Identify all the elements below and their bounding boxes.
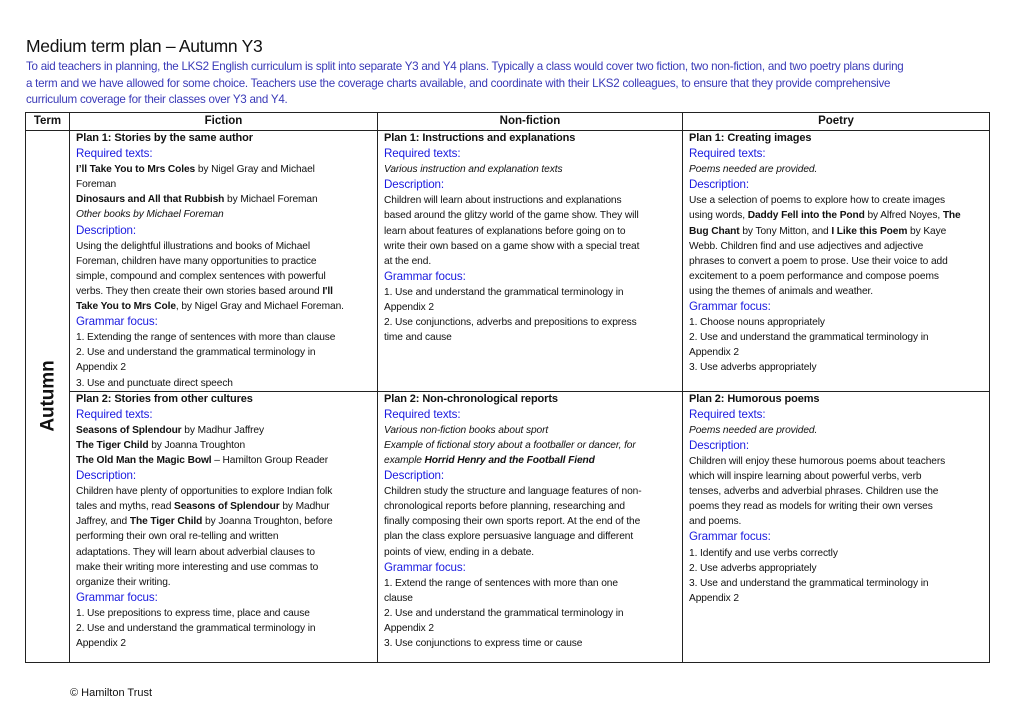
plan-line bbox=[689, 269, 983, 284]
header-term: Term bbox=[26, 113, 70, 131]
plan-line bbox=[384, 484, 676, 499]
plan-title bbox=[384, 392, 676, 407]
text-segment: Grammar focus: bbox=[689, 300, 771, 314]
text-segment: finally composing their own sports report. At the end of the bbox=[384, 516, 641, 528]
plan-line bbox=[384, 438, 676, 453]
plan-line bbox=[76, 330, 371, 345]
plan-line bbox=[384, 315, 676, 330]
plan-line bbox=[689, 576, 983, 591]
text-segment: Various instruction and explanation texts bbox=[384, 164, 563, 176]
plan-line bbox=[76, 514, 371, 529]
text-segment: 3. Use adverbs appropriately bbox=[689, 362, 817, 374]
text-segment: 2. Use conjunctions, adverbs and prepositions to express bbox=[384, 317, 637, 329]
text-segment: write their own based on a game show with a special treat bbox=[384, 240, 640, 252]
plan-line bbox=[76, 162, 371, 177]
text-segment: Required texts: bbox=[384, 407, 461, 421]
plan-line bbox=[76, 423, 371, 438]
plan-line bbox=[689, 345, 983, 360]
plan-line bbox=[76, 177, 371, 192]
text-segment: Appendix 2 bbox=[689, 592, 739, 604]
plan-line bbox=[76, 499, 371, 514]
plan-line bbox=[384, 208, 676, 223]
plan-line bbox=[689, 484, 983, 499]
plan-cell-non-fiction-2 bbox=[378, 391, 683, 662]
plan-line bbox=[76, 438, 371, 453]
text-segment: 2. Use and understand the grammatical terminology in bbox=[689, 332, 929, 344]
text-segment: The Tiger Child bbox=[76, 439, 149, 451]
text-segment: using words, bbox=[689, 210, 748, 222]
plan-line bbox=[384, 300, 676, 315]
text-segment: The Old Man the Magic Bowl bbox=[76, 454, 212, 466]
text-segment: by Nigel Gray and Michael bbox=[195, 164, 315, 176]
text-segment: Appendix 2 bbox=[76, 362, 126, 374]
plan-line bbox=[689, 499, 983, 514]
text-segment: clause bbox=[384, 592, 413, 604]
section-label bbox=[689, 438, 983, 454]
plan-line bbox=[689, 546, 983, 561]
text-segment: and poems. bbox=[689, 516, 742, 528]
section-label bbox=[689, 177, 983, 193]
text-segment: 3. Use and punctuate direct speech bbox=[76, 377, 233, 389]
text-segment: 2. Use and understand the grammatical terminology in bbox=[384, 607, 624, 619]
text-segment: Children have plenty of opportunities to explore Indian folk bbox=[76, 486, 333, 498]
plan-cell-poetry-2 bbox=[683, 391, 990, 662]
plan-line bbox=[76, 376, 371, 391]
text-segment: by Madhur bbox=[279, 501, 330, 513]
plan-line bbox=[689, 208, 983, 223]
text-segment: Required texts: bbox=[384, 147, 461, 161]
plan-line bbox=[76, 529, 371, 544]
header-poetry: Poetry bbox=[683, 113, 990, 131]
plan-line bbox=[689, 193, 983, 208]
text-segment: by Joanna Troughton bbox=[148, 439, 246, 451]
plan-line bbox=[76, 545, 371, 560]
text-segment: Grammar focus: bbox=[76, 315, 158, 329]
plan-line bbox=[689, 330, 983, 345]
text-segment: excitement to a poem performance and compose poems bbox=[689, 270, 939, 282]
text-segment: 2. Use and understand the grammatical terminology in bbox=[76, 623, 316, 634]
text-segment: at the end. bbox=[384, 255, 432, 267]
plan-line bbox=[384, 499, 676, 514]
text-segment: – Hamilton Group Reader bbox=[211, 454, 329, 466]
plan-title bbox=[384, 131, 676, 146]
text-segment: 1. Choose nouns appropriately bbox=[689, 317, 825, 329]
text-segment: points of view, ending in a debate. bbox=[384, 546, 534, 558]
text-segment: which will inspire learning about powerful verbs, verb bbox=[689, 471, 922, 483]
text-segment: time and cause bbox=[384, 332, 452, 344]
text-segment: using the themes of animals and weather. bbox=[689, 285, 874, 297]
plan-line bbox=[76, 192, 371, 207]
section-label bbox=[384, 407, 676, 423]
text-segment: Description: bbox=[689, 178, 750, 192]
plan-cell-non-fiction-1 bbox=[378, 131, 683, 392]
text-segment: 1. Extend the range of sentences with more than one bbox=[384, 577, 618, 589]
page-title: Medium term plan – Autumn Y3 bbox=[26, 36, 263, 56]
plan-line bbox=[689, 469, 983, 484]
text-segment: by Alfred Noyes, bbox=[864, 210, 943, 222]
plan-line bbox=[384, 193, 676, 208]
section-label bbox=[76, 590, 371, 606]
plan-line bbox=[384, 224, 676, 239]
text-segment: tales and myths, read bbox=[76, 501, 175, 513]
text-segment: Plan 2: Non-chronological reports bbox=[384, 392, 558, 405]
text-segment: Other books by Michael Foreman bbox=[76, 209, 224, 221]
text-segment: 1. Identify and use verbs correctly bbox=[689, 547, 838, 559]
text-segment: plan the class explore persuasive language and different bbox=[384, 531, 634, 543]
text-segment: based around the glitzy world of the game show. They will bbox=[384, 210, 639, 222]
plan-line bbox=[689, 239, 983, 254]
text-segment: poems they read as models for writing their own verses bbox=[689, 501, 933, 513]
text-segment: Required texts: bbox=[689, 147, 766, 161]
text-segment: Jaffrey, and bbox=[76, 516, 130, 528]
plan-line bbox=[384, 529, 676, 544]
text-segment: 1. Extending the range of sentences with more than clause bbox=[76, 332, 336, 344]
text-segment: tenses, adverbs and adverbial phrases. Children use the bbox=[689, 486, 939, 498]
plan-title bbox=[76, 131, 371, 146]
plan-line bbox=[689, 423, 983, 438]
text-segment: Grammar focus: bbox=[384, 269, 466, 283]
text-segment: Children will enjoy these humorous poems about teachers bbox=[689, 455, 946, 467]
section-label bbox=[689, 529, 983, 545]
text-segment: Foreman, children have many opportunities to practice bbox=[76, 255, 317, 267]
header-row bbox=[26, 113, 990, 131]
text-segment: Plan 1: Creating images bbox=[689, 132, 812, 144]
plan-line bbox=[76, 606, 371, 621]
plan-title bbox=[76, 392, 371, 407]
intro-line: To aid teachers in planning, the LKS2 English curriculum is split into separate Y3 and Y4 plans. Typically a class would cover two fiction, two non-fiction, and two poetry plans during bbox=[26, 60, 904, 73]
header-fiction: Fiction bbox=[70, 113, 378, 131]
plan-line bbox=[384, 636, 676, 651]
plan-line bbox=[76, 484, 371, 499]
section-label bbox=[384, 560, 676, 576]
text-segment: performing their own oral re-telling and written bbox=[76, 531, 279, 543]
text-segment: learn about features of explanations before going on to bbox=[384, 225, 626, 237]
plan-line bbox=[76, 453, 371, 468]
plan-cell-fiction-1 bbox=[70, 131, 378, 392]
header-non-fiction: Non-fiction bbox=[378, 113, 683, 131]
text-segment: Take You to Mrs Cole bbox=[76, 301, 176, 313]
plan-line bbox=[689, 561, 983, 576]
text-segment: 1. Use prepositions to express time, place and cause bbox=[76, 607, 310, 619]
text-segment: Appendix 2 bbox=[384, 302, 434, 314]
term-cell bbox=[26, 131, 70, 663]
text-segment: 3. Use and understand the grammatical terminology in bbox=[689, 577, 929, 589]
text-segment: Plan 2: Stories from other cultures bbox=[76, 392, 253, 405]
text-segment: phrases to convert a poem to prose. Use their voice to add bbox=[689, 255, 948, 267]
text-segment: Using the delightful illustrations and books of Michael bbox=[76, 240, 311, 252]
section-label bbox=[76, 468, 371, 484]
section-label bbox=[76, 223, 371, 239]
plan-line bbox=[76, 621, 371, 636]
text-segment: example bbox=[384, 454, 425, 466]
plan-line bbox=[76, 560, 371, 575]
text-segment: simple, compound and complex sentences with powerful bbox=[76, 270, 326, 282]
text-segment: Bug Chant bbox=[689, 225, 740, 237]
text-segment: Various non-fiction books about sport bbox=[384, 424, 549, 436]
plan-line bbox=[76, 360, 371, 375]
plan-line bbox=[76, 269, 371, 284]
text-segment: verbs. They then create their own stories based around bbox=[76, 285, 323, 297]
text-segment: adaptations. They will learn about adverbial clauses to bbox=[76, 546, 315, 558]
plan-cell-poetry-1 bbox=[683, 131, 990, 392]
section-label bbox=[384, 146, 676, 162]
text-segment: Required texts: bbox=[76, 407, 153, 421]
text-segment: Grammar focus: bbox=[384, 560, 466, 574]
plan-cell-fiction-2 bbox=[70, 391, 378, 662]
section-label bbox=[76, 407, 371, 423]
plan-line bbox=[384, 621, 676, 636]
text-segment: Required texts: bbox=[76, 147, 153, 161]
plan-line bbox=[689, 162, 983, 177]
text-segment: Use a selection of poems to explore how to create images bbox=[689, 195, 946, 207]
text-segment: by Michael Foreman bbox=[224, 194, 318, 206]
text-segment: The bbox=[942, 210, 961, 222]
text-segment: I’ll Take You to Mrs Coles bbox=[76, 164, 196, 176]
plan-line bbox=[384, 162, 676, 177]
text-segment: 3. Use conjunctions to express time or cause bbox=[384, 638, 583, 650]
plan-line bbox=[689, 315, 983, 330]
text-segment: 1. Use and understand the grammatical terminology in bbox=[384, 286, 624, 298]
plan-line bbox=[384, 514, 676, 529]
section-label bbox=[689, 299, 983, 315]
intro-line: a term and we have allowed for some choice. Teachers use the coverage charts available, and coordinate with their LKS2 colleagues, to ensure that they provide comprehensive bbox=[26, 76, 891, 90]
plan-line bbox=[384, 254, 676, 269]
text-segment: Seasons of Splendour bbox=[76, 424, 182, 436]
text-segment: Foreman bbox=[76, 179, 117, 191]
plan-line bbox=[689, 360, 983, 375]
plan-line bbox=[76, 299, 371, 314]
text-segment: Description: bbox=[384, 178, 445, 192]
text-segment: Seasons of Splendour bbox=[174, 501, 280, 513]
plan-line bbox=[76, 239, 371, 254]
text-segment: Description: bbox=[76, 223, 137, 237]
plan-line bbox=[384, 591, 676, 606]
plan-line bbox=[76, 207, 371, 222]
text-segment: by Madhur Jaffrey bbox=[181, 424, 264, 436]
text-segment: Appendix 2 bbox=[384, 623, 434, 634]
text-segment: , by Nigel Gray and Michael Foreman. bbox=[175, 301, 344, 313]
text-segment: Grammar focus: bbox=[689, 530, 771, 544]
section-label bbox=[384, 468, 676, 484]
plan-title bbox=[689, 131, 983, 146]
plan-line bbox=[689, 591, 983, 606]
text-segment: Plan 2: Humorous poems bbox=[689, 392, 820, 405]
plan-line bbox=[689, 514, 983, 529]
text-segment: Example of fictional story about a footballer or dancer, for bbox=[384, 439, 636, 451]
plan-line bbox=[689, 224, 983, 239]
table-row bbox=[26, 391, 990, 662]
section-label bbox=[384, 177, 676, 193]
text-segment: organize their writing. bbox=[76, 576, 171, 588]
text-segment: Daddy Fell into the Pond bbox=[747, 210, 865, 222]
intro-line: curriculum coverage for their classes over Y3 and Y4. bbox=[26, 93, 288, 106]
section-label bbox=[76, 146, 371, 162]
text-segment: Dinosaurs and All that Rubbish bbox=[76, 194, 225, 206]
plan-line bbox=[76, 345, 371, 360]
plan-line bbox=[76, 284, 371, 299]
text-segment: make their writing more interesting and use commas to bbox=[76, 561, 319, 573]
plan-line bbox=[384, 330, 676, 345]
text-segment: by Joanna Troughton, before bbox=[202, 516, 333, 528]
plan-line bbox=[384, 285, 676, 300]
text-segment: by Kaye bbox=[907, 225, 947, 237]
plan-line bbox=[384, 576, 676, 591]
plan-line bbox=[384, 545, 676, 560]
plan-table bbox=[25, 112, 990, 663]
text-segment: Plan 1: Stories by the same author bbox=[76, 132, 253, 144]
text-segment: Required texts: bbox=[689, 407, 766, 421]
text-segment: Appendix 2 bbox=[689, 347, 739, 359]
plan-line bbox=[76, 636, 371, 651]
text-segment: Horrid Henry and the Football Fiend bbox=[424, 454, 595, 466]
text-segment: chronological reports before planning, researching and bbox=[384, 501, 625, 513]
text-segment: Poems needed are provided. bbox=[689, 424, 818, 436]
footer-copyright: © Hamilton Trust bbox=[70, 687, 153, 699]
text-segment: I Like this Poem bbox=[831, 225, 908, 237]
plan-line bbox=[76, 575, 371, 590]
term-label: Autumn bbox=[36, 360, 58, 432]
plan-line bbox=[689, 284, 983, 299]
plan-line bbox=[76, 254, 371, 269]
text-segment: Children will learn about instructions and explanations bbox=[384, 195, 622, 207]
text-segment: Appendix 2 bbox=[76, 638, 126, 650]
intro-text bbox=[26, 59, 1001, 109]
section-label bbox=[76, 314, 371, 330]
text-segment: 2. Use and understand the grammatical terminology in bbox=[76, 347, 316, 359]
section-label bbox=[689, 146, 983, 162]
text-segment: Description: bbox=[384, 469, 445, 483]
table-row bbox=[26, 131, 990, 392]
text-segment: Children study the structure and language features of non- bbox=[384, 486, 642, 498]
section-label bbox=[384, 269, 676, 285]
plan-line bbox=[384, 423, 676, 438]
plan-line bbox=[689, 254, 983, 269]
text-segment: Description: bbox=[689, 438, 750, 452]
plan-line bbox=[384, 606, 676, 621]
plan-line bbox=[384, 453, 676, 468]
plan-line bbox=[384, 239, 676, 254]
text-segment: by Tony Mitton, and bbox=[739, 225, 832, 237]
text-segment: Plan 1: Instructions and explanations bbox=[384, 132, 576, 144]
text-segment: The Tiger Child bbox=[129, 516, 203, 528]
text-segment: 2. Use adverbs appropriately bbox=[689, 562, 817, 574]
text-segment: Description: bbox=[76, 469, 137, 483]
plan-title bbox=[689, 392, 983, 407]
text-segment: I'll bbox=[322, 285, 333, 297]
text-segment: Webb. Children find and use adjectives and adjective bbox=[689, 240, 924, 252]
section-label bbox=[689, 407, 983, 423]
plan-line bbox=[689, 454, 983, 469]
text-segment: Grammar focus: bbox=[76, 590, 158, 604]
text-segment: Poems needed are provided. bbox=[689, 164, 818, 176]
